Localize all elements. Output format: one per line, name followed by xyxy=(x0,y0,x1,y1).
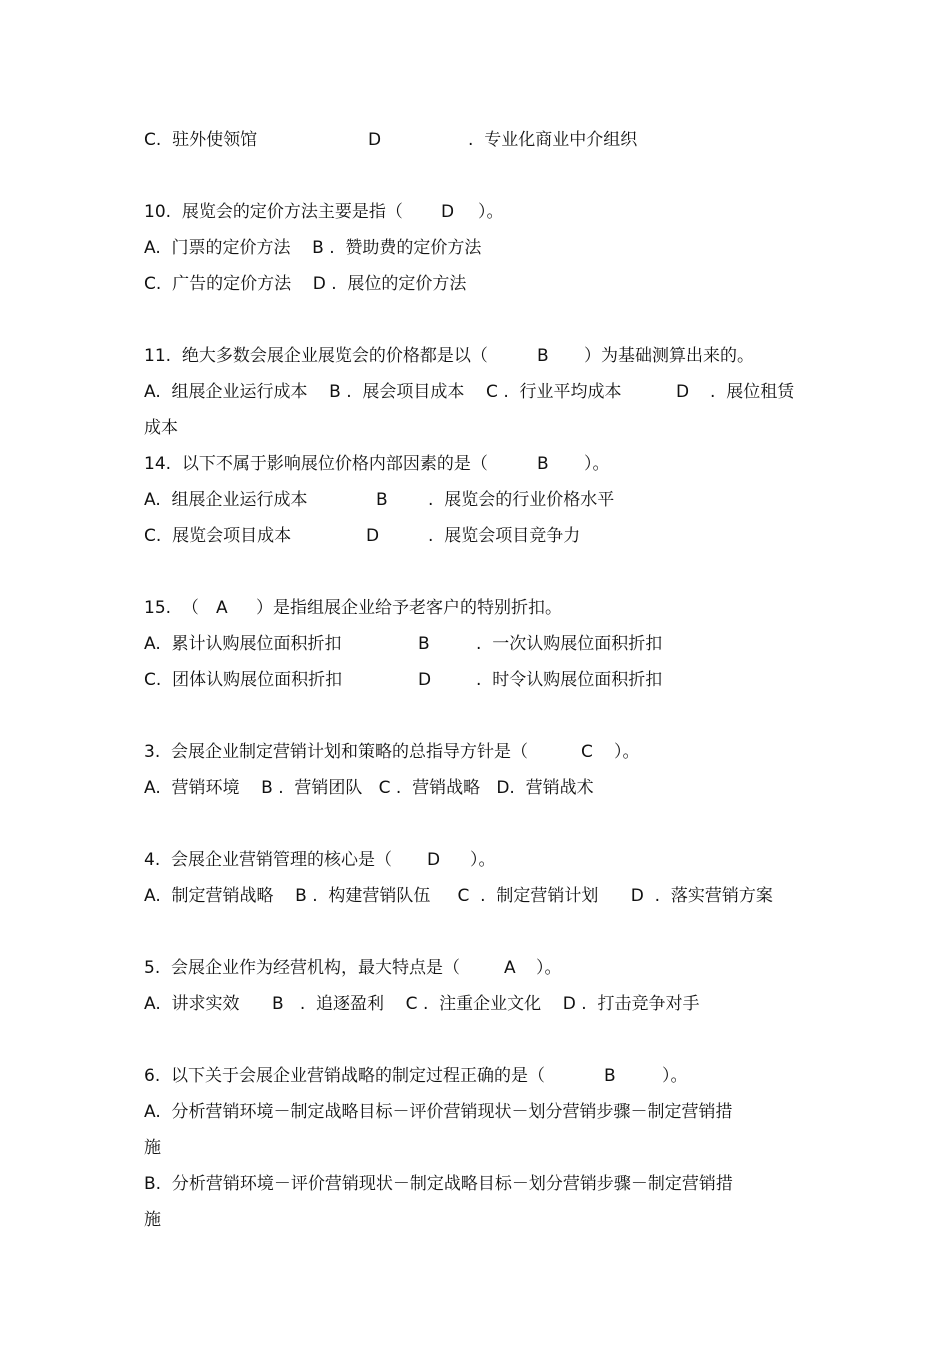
option-text: A. 分析营销环境－制定战略目标－评价营销现状－划分营销步骤－制定营销措 xyxy=(144,1102,733,1122)
option-line-9-cd xyxy=(144,127,638,153)
question-3 xyxy=(144,739,640,765)
option-text: . 时令认购展位面积折扣 xyxy=(476,670,663,690)
option-text: A. 组展企业运行成本 xyxy=(144,490,308,510)
question-14 xyxy=(144,451,610,477)
option-line-11-wrap xyxy=(144,415,178,441)
question-11 xyxy=(144,343,754,369)
option-letter: D xyxy=(418,670,432,690)
answer-letter: D xyxy=(441,202,455,222)
question-text: ）。 xyxy=(470,850,496,870)
option-line-11 xyxy=(144,379,795,405)
option-line-4 xyxy=(144,883,773,909)
option-text: A. 组展企业运行成本 B . 展会项目成本 C . 行业平均成本 xyxy=(144,382,622,402)
question-text: ）。 xyxy=(478,202,504,222)
option-text: B. 分析营销环境－评价营销现状－制定战略目标－划分营销步骤－制定营销措 xyxy=(144,1174,733,1194)
question-text: ）为基础测算出来的。 xyxy=(584,346,754,366)
option-line-6-b xyxy=(144,1171,733,1197)
question-text: 3. 会展企业制定营销计划和策略的总指导方针是（ xyxy=(144,742,529,762)
question-text: 11. 绝大多数会展企业展览会的价格都是以（ xyxy=(144,346,488,366)
option-line-15-ab xyxy=(144,631,663,657)
option-text: C. 驻外使领馆 xyxy=(144,130,258,150)
question-text: 5. 会展企业作为经营机构，最大特点是（ xyxy=(144,958,461,978)
answer-letter: D xyxy=(427,850,441,870)
option-text: A. 制定营销战略 B . 构建营销队伍 C . 制定营销计划 D . 落实营销方案 xyxy=(144,886,773,906)
answer-letter: A xyxy=(504,958,516,978)
option-text: . 展览会的行业价格水平 xyxy=(428,490,615,510)
question-6 xyxy=(144,1063,688,1089)
option-text: A. 门票的定价方法 B . 赞助费的定价方法 xyxy=(144,238,482,258)
question-text: 15. （ xyxy=(144,598,199,618)
option-text: A. 营销环境 B . 营销团队 C . 营销战略 D. 营销战术 xyxy=(144,778,594,798)
question-text: 6. 以下关于会展企业营销战略的制定过程正确的是（ xyxy=(144,1066,546,1086)
option-text: A. 讲求实效 B . 追逐盈利 C . 注重企业文化 D . 打击竞争对手 xyxy=(144,994,700,1014)
option-text: . 专业化商业中介组织 xyxy=(468,130,638,150)
answer-letter: C xyxy=(581,742,593,762)
question-15 xyxy=(144,595,562,621)
option-line-3 xyxy=(144,775,594,801)
option-letter: D xyxy=(676,382,690,402)
answer-letter: B xyxy=(537,454,549,474)
option-text: . 一次认购展位面积折扣 xyxy=(476,634,663,654)
option-text: A. 累计认购展位面积折扣 xyxy=(144,634,342,654)
option-text: C. 展览会项目成本 xyxy=(144,526,292,546)
option-line-15-cd xyxy=(144,667,663,693)
question-text: ）是指组展企业给予老客户的特别折扣。 xyxy=(256,598,562,618)
option-text: C. 广告的定价方法 D . 展位的定价方法 xyxy=(144,274,467,294)
question-4 xyxy=(144,847,496,873)
option-line-14-ab xyxy=(144,487,615,513)
question-text: 10. 展览会的定价方法主要是指（ xyxy=(144,202,403,222)
option-line-6-a-wrap xyxy=(144,1135,166,1161)
option-text: 成本 xyxy=(144,418,178,438)
answer-letter: B xyxy=(537,346,549,366)
option-letter: D xyxy=(368,130,382,150)
option-text: 施 xyxy=(144,1210,161,1230)
option-line-10-cd xyxy=(144,271,467,297)
question-text: ）。 xyxy=(614,742,640,762)
question-text: ）。 xyxy=(662,1066,688,1086)
question-text: 14. 以下不属于影响展位价格内部因素的是（ xyxy=(144,454,488,474)
option-line-6-a xyxy=(144,1099,733,1125)
option-text: . 展览会项目竞争力 xyxy=(428,526,581,546)
option-text: C. 团体认购展位面积折扣 xyxy=(144,670,343,690)
question-10 xyxy=(144,199,504,225)
option-line-10-ab xyxy=(144,235,482,261)
option-text: . 展位租赁 xyxy=(710,382,795,402)
option-line-6-b-wrap xyxy=(144,1207,166,1233)
question-text: 4. 会展企业营销管理的核心是（ xyxy=(144,850,393,870)
question-5 xyxy=(144,955,562,981)
option-line-5 xyxy=(144,991,700,1017)
option-letter: B xyxy=(418,634,430,654)
option-text: 施 xyxy=(144,1138,161,1158)
answer-letter: A xyxy=(216,598,228,618)
answer-letter: B xyxy=(604,1066,616,1086)
question-text: ）。 xyxy=(536,958,562,978)
option-letter: B xyxy=(376,490,388,510)
option-letter: D xyxy=(366,526,380,546)
option-line-14-cd xyxy=(144,523,581,549)
question-text: ）。 xyxy=(584,454,610,474)
